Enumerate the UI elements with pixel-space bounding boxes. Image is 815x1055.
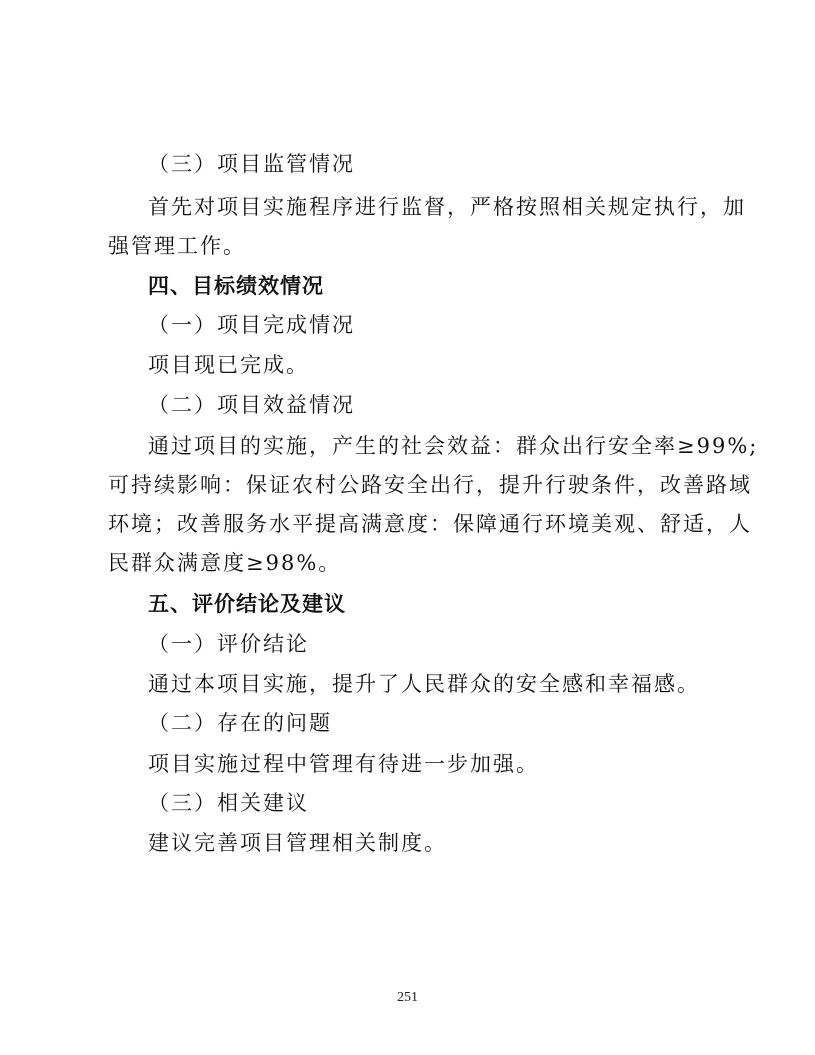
page-number: 251: [397, 990, 418, 1005]
paragraph-line: 项目现已完成。: [148, 353, 309, 377]
section-heading-4-2: （二）项目效益情况: [148, 393, 355, 417]
paragraph-line: 通过本项目实施，提升了人民群众的安全感和幸福感。: [148, 672, 700, 696]
section-heading-5: 五、评价结论及建议: [148, 592, 346, 616]
section-heading-5-2: （二）存在的问题: [148, 711, 332, 735]
section-heading-3-3: （三）项目监管情况: [148, 152, 355, 176]
paragraph-line: 环境；改善服务水平提高满意度：保障通行环境美观、舒适，人: [108, 512, 752, 536]
paragraph-line: 通过项目的实施，产生的社会效益：群众出行安全率≥99%;: [148, 434, 759, 458]
section-heading-4-1: （一）项目完成情况: [148, 313, 355, 337]
section-heading-5-1: （一）评价结论: [148, 632, 309, 656]
paragraph-line: 强管理工作。: [108, 234, 246, 258]
section-heading-5-3: （三）相关建议: [148, 791, 309, 815]
paragraph-line: 首先对项目实施程序进行监督，严格按照相关规定执行，加: [148, 195, 746, 219]
paragraph-line: 民群众满意度≥98%。: [108, 551, 342, 575]
paragraph-line: 项目实施过程中管理有待进一步加强。: [148, 752, 539, 776]
paragraph-line: 可持续影响：保证农村公路安全出行，提升行驶条件，改善路域: [108, 473, 752, 497]
paragraph-line: 建议完善项目管理相关制度。: [148, 831, 447, 855]
section-heading-4: 四、目标绩效情况: [148, 274, 324, 298]
